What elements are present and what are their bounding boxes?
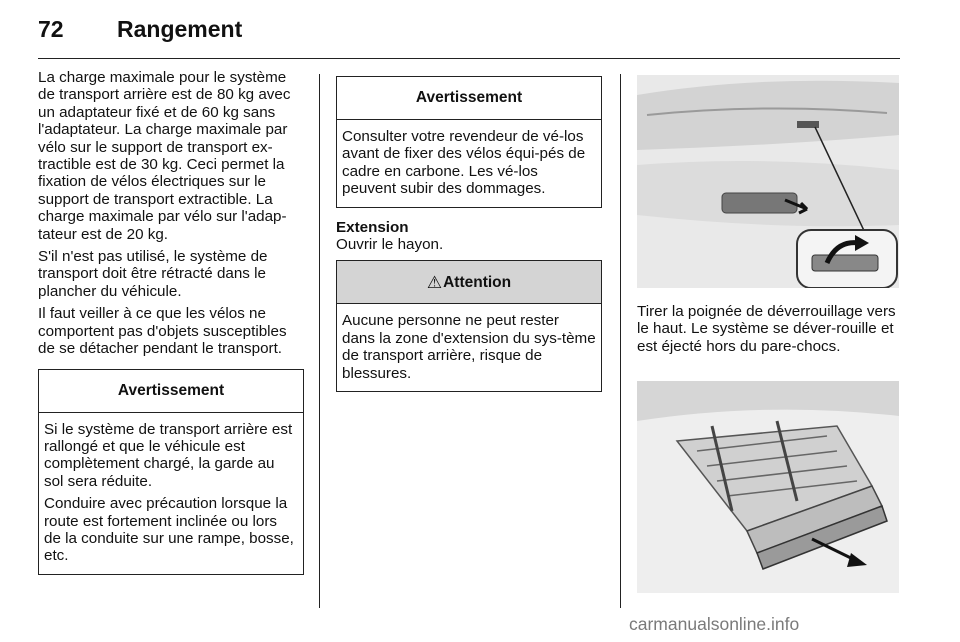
warning-title: Avertissement [39,370,303,413]
extension-heading: Extension [336,218,409,236]
bumper-release-handle-illustration [637,75,899,288]
figure-caption: Tirer la poignée de déverrouillage vers le haut. Le système se déver-rouille et est éjecté hors du pare-chocs. [637,303,896,355]
extended-bike-carrier-illustration [637,381,899,593]
attention-text: Aucune personne ne peut rester dans la zone d'extension du sys-tème de transport arrière, risque de blessures. [342,312,596,382]
page-number: 72 [38,16,64,42]
attention-box [336,260,602,392]
extension-text: Ouvrir le hayon. [336,236,444,254]
paragraph-load-limits: La charge maximale pour le système de transport arrière est de 80 kg avec un adaptateur fixé et de 60 kg sans l'adaptateur. La charge maximale par vélo sur le support de transport ex-tractible est de 30 kg. Ceci permet la fixation de vélos électriques sur le support de transport extractible. La charge maximale par vélo sur l'adap-tateur est de 20 kg. [38,69,291,243]
paragraph-retract: S'il n'est pas utilisé, le système de transport doit être rétracté dans le plancher du véhicule. [38,248,268,300]
column-divider-right [620,74,621,608]
attention-header [337,261,601,304]
warning-box-carbon-frames [336,76,602,208]
warning-triangle-icon: ⚠ [426,272,443,292]
column-middle [336,76,602,392]
warning-text: Consulter votre revendeur de vé-los avant de fixer des vélos équi-pés de cadre en carbone. Les vé-los peuvent subir des dommages. [342,128,586,198]
watermark: carmanualsonline.info [629,614,800,634]
header-rule [38,58,900,59]
column-left [38,69,304,575]
warning-box-ground-clearance [38,369,304,575]
attention-title: Attention [443,273,512,291]
page-title: Rangement [117,16,243,42]
warning-paragraph: Si le système de transport arrière est rallongé et que le véhicule est complètement chargé, la garde au sol sera réduite. [44,420,293,490]
column-divider-left [319,74,320,608]
warning-paragraph: Conduire avec précaution lorsque la route est fortement inclinée ou lors de la conduite sur une rampe, bosse, etc. [44,495,294,565]
warning-title: Avertissement [337,77,601,120]
paragraph-loose-objects: Il faut veiller à ce que les vélos ne comportent pas d'objets susceptibles de se détacher pendant le transport. [38,305,287,358]
